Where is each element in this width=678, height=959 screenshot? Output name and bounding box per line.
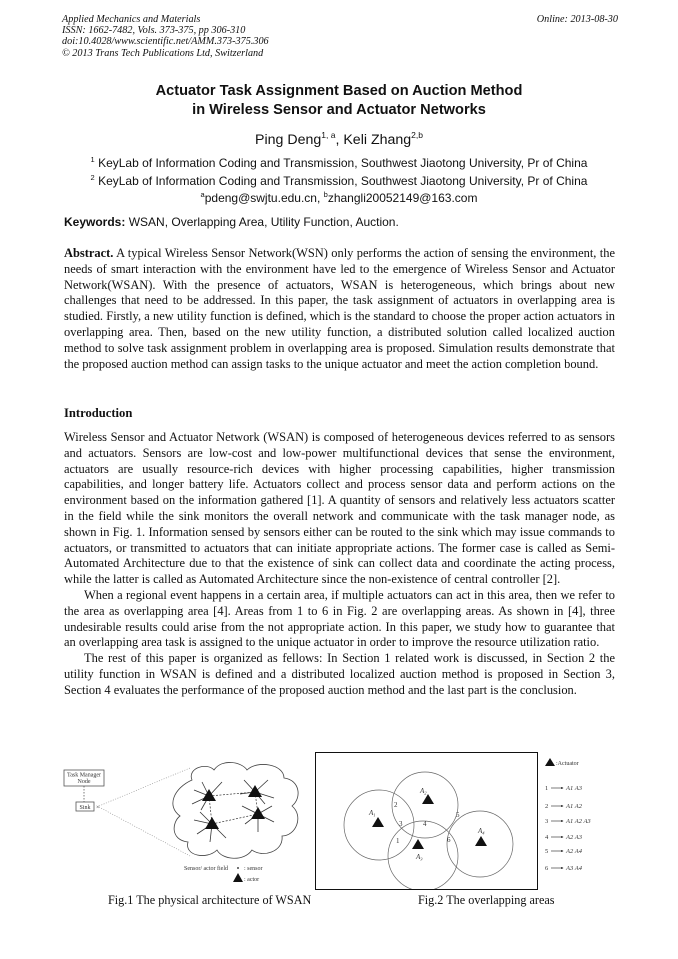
area-label: 6 [447, 836, 451, 844]
affiliation [0, 153, 678, 171]
sink-label: Sink [79, 805, 91, 811]
figure-1-caption: Fig.1 The physical architecture of WSAN [108, 893, 312, 907]
title-line-1: Actuator Task Assignment Based on Auction Method [155, 83, 523, 99]
svg-text:4: 4 [545, 834, 549, 841]
affiliations [0, 153, 678, 206]
legend-actor: : actor [244, 877, 260, 883]
legend-row [545, 865, 583, 872]
svg-text:A4: $A_4$ [478, 827, 485, 836]
figure-2-overlapping-areas [315, 752, 538, 890]
svg-text:A3 A4: A3 A4 [566, 865, 582, 872]
journal-header [62, 14, 269, 59]
area-label: 3 [399, 820, 403, 828]
issn: ISSN: 1662-7482, Vols. 373-375, pp 306-310 [62, 25, 246, 37]
abstract-label: Abstract. [64, 246, 114, 260]
title-line-2: in Wireless Sensor and Actuator Networks [192, 102, 486, 118]
abstract [64, 246, 615, 372]
author-name: Keli Zhang [343, 132, 412, 148]
svg-text:A1 A2: A1 A2 [566, 803, 582, 810]
legend-row [545, 785, 583, 792]
email-sup: b [323, 190, 328, 200]
journal-name: Applied Mechanics and Materials [62, 14, 201, 25]
actuator-icon-a1 [372, 817, 384, 827]
svg-text:A2 A4: A2 A4 [566, 848, 582, 855]
keywords-label: Keywords: [64, 215, 126, 229]
svg-text:×: × [96, 805, 100, 811]
actuator-icon-a2 [422, 794, 434, 804]
svg-text:A1: $A_1$ [369, 809, 376, 818]
author-name: Ping Deng [255, 132, 322, 148]
doi: doi:10.4028/www.scientific.net/AMM.373-375.306 [62, 36, 269, 48]
svg-text:1: 1 [545, 785, 549, 792]
copyright: © 2013 Trans Tech Publications Ltd, Switzerland [62, 47, 264, 59]
svg-text:6: 6 [545, 865, 549, 872]
author-sup: 1, a [321, 130, 336, 140]
author-sup: 2,b [411, 130, 423, 140]
paragraph: Wireless Sensor and Actuator Network (WSAN) is composed of heterogeneous devices referred to as sensors and actuators. Sensors are low-cost and low-power multifunctional devices that sense the environment, actuators are usually resource-rich devices with higher processing capabilities, higher transmission capabilities, and longer battery life. Actuators collect and process sensor data and perform actions on the environment based on the information gathered [1]. A quantity of sensors and relatively less actuators scatter in the field while the sink monitors the overall network and communicate with the task manager node, as shown in Fig. 1. Information sensed by sensors either can be routed to the sink which may issue commands to actuators, or transmitted to actuators that can initiate appropriate actions. The former case is called as Semi-Automated Architecture due to that the existence of sink can collect data and coordinate the acting process, while the latter is called as Automated Architecture since the non-existence of central controller [2]. [64, 430, 615, 587]
area-label: 4 [423, 820, 427, 828]
legend-row [545, 848, 583, 855]
area-label: 5 [456, 811, 460, 819]
field-label: Sensor/ actor field [184, 866, 228, 872]
legend-sensor: : sensor [244, 866, 263, 872]
paper-title [0, 82, 678, 120]
svg-text:3: 3 [545, 818, 549, 825]
keywords [64, 215, 399, 229]
actuator-legend-icon [545, 758, 555, 766]
legend-title: :Actuator [556, 761, 579, 767]
svg-text:A2 A3: A2 A3 [566, 834, 582, 841]
emails: $^a$pdeng@swjtu.edu.cn, $^b$zhangli20052149@163.com [200, 190, 478, 206]
actor-legend-icon [233, 873, 243, 882]
svg-text:A2: $A_2$ [420, 787, 427, 796]
introduction-body [64, 430, 615, 699]
paragraph: The rest of this paper is organized as fellows: In Section 1 related work is discussed, in Section 2 the utility function in WSAN is defined and a distributed localized auction method is proposed in Section 3, Section 4 evaluates the performance of the proposed auction method and the last part is the conclusion. [64, 651, 615, 697]
actuator-icon-a4 [475, 836, 487, 846]
svg-text:A3: $A_3$ [416, 853, 423, 862]
authors [0, 130, 678, 148]
affiliation [0, 171, 678, 189]
author-separator: , [335, 132, 344, 148]
legend-row [545, 834, 583, 841]
wsan-diagram [62, 760, 312, 890]
email[interactable]: zhangli20052149@163.com [327, 191, 478, 206]
affiliation-text: KeyLab of Information Coding and Transmission, Southwest Jiaotong University, Pr of China [98, 156, 588, 170]
svg-text:A1 A2 A3: A1 A2 A3 [566, 818, 591, 825]
abstract-text: A typical Wireless Sensor Network(WSN) only performs the action of sensing the environment, the needs of smart interaction with the environment have led to the emergence of Wireless Sensor and Actuator Network(WSAN). With the presence of actuators, WSAN is heterogeneous, which brings about new challenges that need to be addressed. In this paper, the task assignment of actuators in overlapping area is studied. Firstly, a new utility function is defined, which is the standard to choose the proper action actuators in overlapping area. Then, based on the new utility function, a distributed solution called localized auction method to solve task assignment problem in overlapping area is proposed. Simulation results demonstrate that the proposed auction method can assign tasks to the unique actuator and meet the action completion bound. [64, 246, 615, 371]
task-manager-label: Task Manager [66, 772, 102, 779]
sensor-icon [237, 867, 239, 869]
task-manager-label-2: Node [77, 779, 91, 785]
legend-row [545, 818, 591, 825]
actuator-icon-a3 [412, 839, 424, 849]
svg-text:5: 5 [545, 848, 549, 855]
area-label: 2 [394, 801, 398, 809]
paragraph: When a regional event happens in a certain area, if multiple actuators can act in this area, then we refer to the area as overlapping area [4]. Areas from 1 to 6 in Fig. 2 are overlapping areas. As shown in [4], three undesirable results could arise from the not appropriate action. In this paper, we study how to guarantee that an overlapping area task is assigned to the unique actuator in order to improve the resource utilization ratio. [64, 587, 615, 650]
actuator-range-a3 [388, 821, 458, 889]
svg-text:2: 2 [545, 803, 549, 810]
affiliation-sup: 1 [90, 155, 95, 164]
keywords-text: WSAN, Overlapping Area, Utility Function, Auction. [125, 215, 399, 229]
email-sup: a [200, 190, 205, 200]
actor-icon [251, 807, 265, 819]
online-date: Online: 2013-08-30 [536, 14, 618, 25]
figure-2-caption: Fig.2 The overlapping areas [418, 893, 555, 907]
figure-1-wsan-architecture [62, 760, 312, 890]
svg-text:A1 A3: A1 A3 [566, 785, 582, 792]
overlap-diagram [316, 753, 537, 889]
sensor-field-cloud [173, 762, 298, 858]
section-heading-introduction: Introduction [64, 406, 133, 420]
affiliation-sup: 2 [90, 172, 95, 182]
affiliation-text: KeyLab of Information Coding and Transmission, Southwest Jiaotong University, Pr of China [98, 173, 588, 188]
legend-row [545, 803, 583, 810]
area-label: 1 [396, 837, 400, 845]
email[interactable]: pdeng@swjtu.edu.cn [204, 191, 317, 206]
figure-2-legend [545, 757, 625, 887]
